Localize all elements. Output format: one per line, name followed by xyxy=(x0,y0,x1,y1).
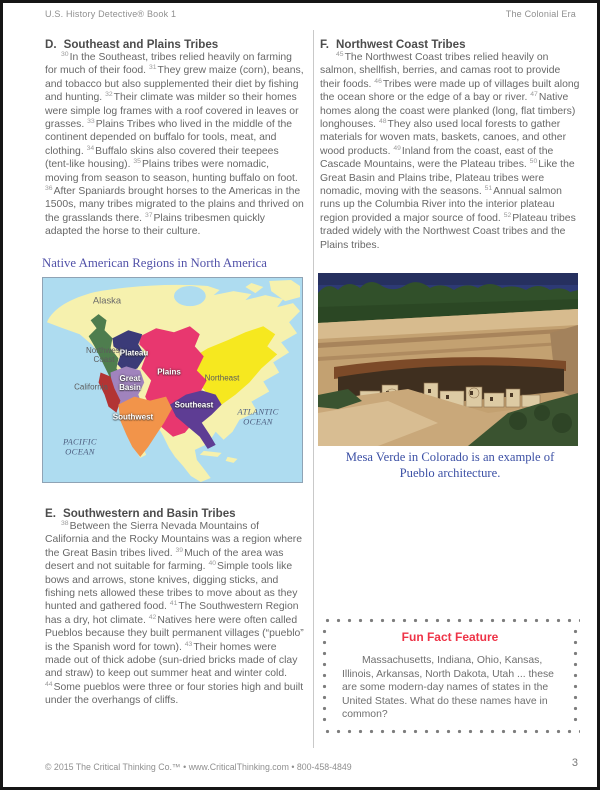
section-d-letter: D. xyxy=(45,38,57,51)
photo-caption: Mesa Verde in Colorado is an example of Pueblo architecture. xyxy=(345,450,555,480)
sentence-number: 34 xyxy=(86,144,95,152)
sentence-number: 40 xyxy=(208,560,217,568)
sentence-number: 37 xyxy=(144,211,153,219)
sentence-number: 49 xyxy=(393,144,401,152)
sentence-number: 43 xyxy=(184,640,193,648)
map-label-california: California xyxy=(74,382,108,392)
map-label-pacific-ocean: PACIFIC OCEAN xyxy=(63,436,97,456)
map-label-northwest-coast: Northwest Coast xyxy=(85,346,123,364)
sentence-number: 38 xyxy=(61,520,69,527)
sentence-number: 47 xyxy=(530,91,538,99)
section-f-paragraph: $^{45}$The Northwest Coast tribes relied heavily on salmon, shellfish, berries, and camas root to provide their foods. $^{46}$Tribes were made up of villages built along the ocean shore or the edge of a bay or river. $^{47}$Native homes along the coast were planked (long, flat timbers) longhouses. $^{48}$They also used local forests to gather materials for woven mats, baskets, canoes, and other wood products. $^{49}$Inland from the coast, east of the Cascade Mountains, were the Plateau tribes. $^{50}$Like the Great Basin and Plains tribe, Plateau tribes were nomadic, moving with the seasons. $^{51}$Annual salmon runs up the Columbia River into the interior plateau region provided a major source of food. $^{52}$Plateau tribes traded widely with the Northwest Coast tribes and the Plains tribes. xyxy=(320,51,580,251)
sentence-number: 42 xyxy=(148,613,157,621)
column-divider xyxy=(313,30,314,748)
sentence-number: 36 xyxy=(45,185,53,193)
sentence-number: 30 xyxy=(61,51,69,58)
header-book-title: U.S. History Detective® Book 1 xyxy=(45,9,177,19)
fun-fact-box xyxy=(320,618,580,734)
region-map xyxy=(42,277,303,483)
sentence-number: 46 xyxy=(374,77,382,85)
map-label-plateau: Plateau xyxy=(119,348,149,358)
section-e-title: Southwestern and Basin Tribes xyxy=(62,507,236,520)
fun-fact-title: Fun Fact Feature xyxy=(401,630,499,644)
sentence-number: 48 xyxy=(378,118,387,126)
sentence-number: 45 xyxy=(336,51,344,58)
sentence-number: 50 xyxy=(529,158,538,166)
sentence-number: 51 xyxy=(484,185,493,193)
map-label-atlantic-ocean: ATLANTIC OCEAN xyxy=(237,406,279,426)
sentence-number: 31 xyxy=(148,64,157,72)
fun-fact-border-top xyxy=(320,618,580,623)
section-f-heading xyxy=(320,38,466,51)
header-chapter-title: The Colonial Era xyxy=(505,9,576,19)
sentence-number: 41 xyxy=(169,600,178,608)
region-map-svg xyxy=(43,278,302,482)
fun-fact-border-bottom xyxy=(320,729,580,734)
map-label-alaska: Alaska xyxy=(92,294,122,306)
section-f-title: Northwest Coast Tribes xyxy=(336,38,466,51)
section-d-title: Southeast and Plains Tribes xyxy=(63,38,219,51)
fun-fact-body: Massachusetts, Indiana, Ohio, Kansas, Illinois, Arkansas, North Dakota, Utah ... these are some modern-day names of states in the United States. What do these names have in common? xyxy=(342,655,554,721)
sentence-number: 39 xyxy=(175,546,184,554)
map-label-southwest: Southwest xyxy=(112,412,154,422)
section-d-heading xyxy=(45,38,218,51)
map-label-great-basin: Great Basin xyxy=(119,374,141,392)
map-label-plains: Plains xyxy=(157,367,181,377)
sentence-number: 32 xyxy=(105,91,113,99)
page-number: 3 xyxy=(571,757,578,769)
map-title: Native American Regions in North America xyxy=(42,256,267,270)
section-e-heading xyxy=(45,507,236,520)
section-f-letter: F. xyxy=(320,38,330,51)
sentence-number: 35 xyxy=(133,158,141,166)
section-e-letter: E. xyxy=(45,507,56,520)
footer-copyright: © 2015 The Critical Thinking Co.™ • www.CriticalThinking.com • 800-458-4849 xyxy=(45,762,352,772)
map-label-southeast: Southeast xyxy=(174,400,214,410)
sentence-number: 33 xyxy=(87,118,95,126)
section-d-paragraph: $^{30}$In the Southeast, tribes relied heavily on farming for much of their food. $^{31}$They grew maize (corn), beans, and tobacco but also supplemented their diet by fishing and hunting. $^{32}$Their climate was milder so their homes were simple log frames with a roof covered in leaves or grasses. $^{33}$Plains Tribes who lived in the middle of the continent depended on buffalo for tools, meat, and clothing. $^{34}$Buffalo skins also covered their teepees (tent-like housing). $^{35}$Plains tribes were nomadic, moving from season to season, hunting buffalo on foot. $^{36}$After Spaniards brought horses to the Americas in the 1500s, many tribes migrated to the plains and thrived on the grasslands there. $^{37}$Plains tribesmen quickly adapted the horse to their culture. xyxy=(45,51,304,238)
sentence-number: 44 xyxy=(45,680,53,688)
sentence-number: 52 xyxy=(503,211,512,219)
map-label-northeast: Northeast xyxy=(204,373,240,383)
section-e-paragraph: $^{38}$Between the Sierra Nevada Mountains of California and the Rocky Mountains was a region where the Great Basin tribes lived. $^{39}$Much of the area was desert and not suitable for farming. $^{40}$Simple tools like bows and arrows, stone knives, digging sticks, and fishing nets allowed these tribes to move about as they hunted and gathered food. $^{41}$The Southwestern Region has a dry, hot climate. $^{42}$Natives here were often called Pueblos because they built permanent villages (“pueblo” is the Spanish word for town). $^{43}$Their homes were made out of thick adobe (sun-dried bricks made of clay and straw) to keep out summer heat and winter cold. $^{44}$Some pueblos were three or four stories high and built under the overhangs of cliffs. xyxy=(45,520,304,707)
mesa-verde-photo xyxy=(318,273,578,446)
mesa-verde-photo-art xyxy=(318,273,578,446)
